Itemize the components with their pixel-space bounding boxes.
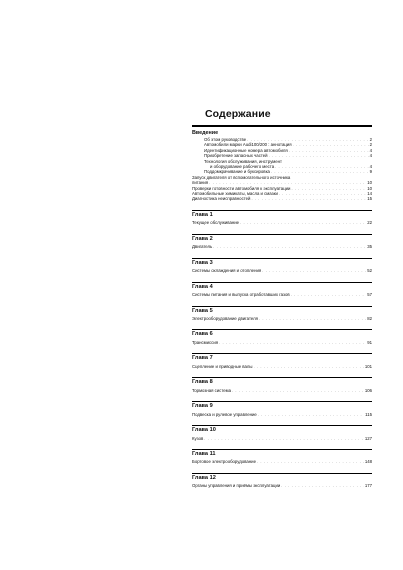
- toc-entry-page: 127: [364, 435, 372, 441]
- toc-entry[interactable]: [192, 436, 372, 441]
- toc-entry-title: Сцепление и приводные валы: [192, 363, 253, 369]
- chapter-heading: Глава 6: [192, 331, 213, 338]
- toc-entry-title: Диагностика неисправностей: [192, 196, 251, 202]
- toc-entry-title: Трансмиссия: [192, 339, 219, 345]
- toc-entry-title: Двигатель: [192, 244, 213, 250]
- dot-leader: [262, 268, 366, 273]
- toc-entry-page: 22: [367, 220, 372, 226]
- toc-entry-page: 115: [365, 411, 372, 417]
- toc-entry-page: 91: [367, 339, 372, 345]
- chapter-heading: Глава 12: [192, 474, 216, 481]
- toc-entry[interactable]: [192, 388, 372, 393]
- toc-entry-title: Кузов: [192, 435, 204, 441]
- toc-entry-page: 82: [367, 316, 372, 321]
- toc-entry-title: Органы управления и приёмы эксплуатации: [192, 483, 281, 489]
- chapter-divider: [192, 282, 372, 283]
- toc-entry-title: Поддомкрачивание и буксировка: [204, 169, 270, 175]
- chapter-divider: [192, 425, 372, 426]
- chapter-10: [192, 425, 372, 441]
- toc-entry-page: 10: [367, 185, 372, 191]
- dot-leader: [232, 388, 364, 393]
- dot-leader: [257, 459, 364, 464]
- toc-entry[interactable]: [192, 412, 372, 417]
- table-of-contents: [192, 108, 372, 489]
- chapter-11: [192, 449, 372, 465]
- toc-entry-title: Электрооборудование двигателя: [192, 316, 258, 321]
- chapter-divider: [192, 449, 372, 450]
- chapter-12: [192, 473, 372, 489]
- chapter-divider: [192, 210, 372, 211]
- toc-entry-page: 2: [369, 142, 372, 148]
- toc-entry-page: 35: [367, 244, 372, 250]
- toc-entry-title: Тормозная система: [192, 387, 231, 393]
- toc-entry[interactable]: [192, 153, 372, 158]
- toc-entry-page: 4: [369, 164, 372, 170]
- chapter-5: [192, 306, 372, 322]
- chapter-heading: Глава 3: [192, 259, 213, 266]
- chapter-divider: [192, 401, 372, 402]
- dot-leader: [269, 153, 369, 158]
- toc-entry-page: 9: [369, 169, 372, 175]
- toc-entry-page: 15: [367, 196, 372, 202]
- toc-entry-title: Автомобили марки Audi100/200 : аннотация: [204, 142, 292, 148]
- toc-entry-page: 10: [367, 180, 372, 186]
- dot-leader: [204, 436, 364, 441]
- toc-entry-title: и оборудование рабочего места: [210, 164, 275, 170]
- toc-entry-page: 14: [367, 191, 372, 197]
- toc-entry-title: Текущее обслуживание: [192, 220, 240, 226]
- toc-entry-page: 106: [364, 387, 372, 393]
- chapter-7: [192, 353, 372, 369]
- toc-entry-title-line1: Запуск двигателя от вспомогательного источника: [192, 174, 291, 180]
- toc-entry-page: 52: [367, 268, 372, 274]
- intro-section: [192, 130, 372, 202]
- toc-entry[interactable]: [192, 268, 372, 273]
- chapter-heading: Глава 4: [192, 283, 213, 290]
- chapter-heading: Глава 1: [192, 211, 213, 218]
- chapter-divider: [192, 473, 372, 474]
- dot-leader: [251, 196, 366, 201]
- toc-entry[interactable]: [192, 316, 372, 321]
- toc-entry[interactable]: [192, 292, 372, 297]
- toc-entry[interactable]: [192, 196, 372, 201]
- chapter-divider: [192, 329, 372, 330]
- toc-entry-title-line1: Технология обслуживания, инструмент: [204, 158, 282, 164]
- dot-leader: [258, 412, 364, 417]
- chapter-heading: Глава 2: [192, 235, 213, 242]
- toc-entry-title: питания: [192, 180, 209, 186]
- dot-leader: [213, 244, 366, 249]
- toc-entry[interactable]: [192, 175, 372, 186]
- toc-entry-page: 4: [369, 147, 372, 153]
- toc-entry-title: Бортовое электрооборудование: [192, 459, 256, 465]
- chapter-heading: Глава 11: [192, 450, 216, 457]
- dot-leader: [219, 340, 366, 345]
- dot-leader: [240, 220, 366, 225]
- toc-entry-title: Проверки готовности автомобиля к эксплуатации: [192, 185, 291, 191]
- toc-entry[interactable]: [192, 220, 372, 225]
- toc-entry-page: 101: [364, 363, 372, 369]
- toc-entry-title: Системы питания и выпуска отработавших газов: [192, 292, 290, 298]
- toc-entry[interactable]: [192, 159, 372, 170]
- chapter-3: [192, 258, 372, 274]
- intro-heading: Введение: [192, 130, 219, 136]
- toc-entry-title: Об этом руководстве: [204, 137, 247, 142]
- toc-entry-title: Идентификационные номера автомобиля: [204, 147, 288, 153]
- chapter-8: [192, 377, 372, 393]
- chapter-heading: Глава 9: [192, 403, 213, 410]
- chapter-divider: [192, 377, 372, 378]
- chapter-heading: Глава 7: [192, 355, 213, 362]
- chapter-divider: [192, 306, 372, 307]
- chapter-4: [192, 282, 372, 298]
- toc-entry-page: 148: [364, 459, 372, 465]
- chapter-9: [192, 401, 372, 417]
- chapter-divider: [192, 353, 372, 354]
- toc-entry[interactable]: [192, 483, 372, 488]
- title-divider: [192, 125, 372, 127]
- chapter-1: [192, 210, 372, 226]
- toc-entry-title: Автомобильные химикаты, масла и смазки: [192, 191, 278, 197]
- chapter-divider: [192, 258, 372, 259]
- toc-entry-title: Подвеска и рулевое управление: [192, 411, 257, 417]
- toc-entry[interactable]: [192, 364, 372, 369]
- toc-entry-title: Приобретение запасных частей: [204, 153, 268, 159]
- chapter-heading: Глава 5: [192, 307, 213, 314]
- page-title: Содержание: [205, 108, 271, 120]
- dot-leader: [291, 292, 367, 297]
- dot-leader: [254, 364, 364, 369]
- dot-leader: [259, 316, 366, 321]
- chapter-heading: Глава 10: [192, 427, 216, 434]
- toc-entry[interactable]: [192, 340, 372, 345]
- toc-entry-page: 4: [369, 153, 372, 159]
- chapter-6: [192, 329, 372, 345]
- toc-entry-page: 57: [367, 292, 372, 298]
- toc-entry-title: Системы охлаждения и отопления: [192, 268, 262, 274]
- toc-entry[interactable]: [192, 459, 372, 464]
- dot-leader: [281, 483, 364, 488]
- toc-entry-page: 2: [369, 137, 372, 142]
- toc-entry-page: 177: [364, 483, 372, 489]
- chapter-divider: [192, 234, 372, 235]
- chapter-2: [192, 234, 372, 250]
- chapter-heading: Глава 8: [192, 379, 213, 386]
- toc-entry[interactable]: [192, 244, 372, 249]
